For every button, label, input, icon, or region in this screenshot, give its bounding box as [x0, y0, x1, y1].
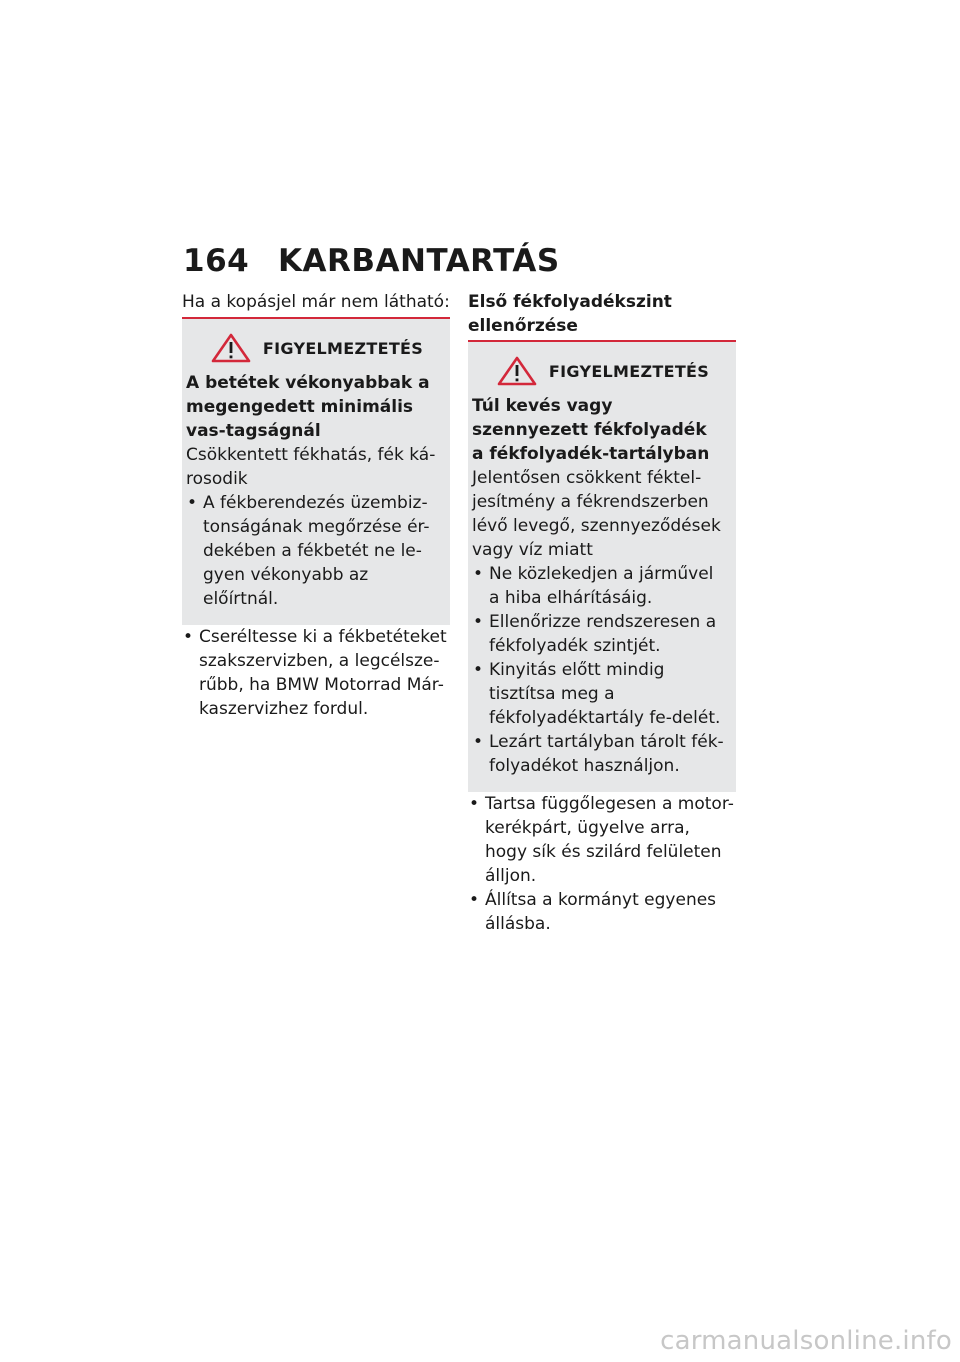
list-item: • Tartsa függőlegesen a motor-kerékpárt, ügyelve arra, hogy sík és szilárd felületen álljon. — [468, 792, 736, 888]
list-item: • Kinyitás előtt mindig tisztítsa meg a fékfolyadéktartály fe-delét. — [472, 658, 724, 730]
right-column — [468, 290, 736, 936]
warning-text: Csökkentett fékhatás, fék ká-rosodik — [186, 445, 436, 489]
list-item: • Állítsa a kormányt egyenes állásba. — [468, 888, 736, 936]
warning-text: Jelentősen csökkent féktel-jesítmény a fékrendszerben lévő levegő, szennyeződések vagy víz miatt — [472, 468, 721, 560]
section-heading: Első fékfolyadékszint ellenőrzése — [468, 292, 672, 336]
warning-triangle-icon — [211, 333, 251, 363]
list-item: • A fékberendezés üzembiz-tonságának megőrzése ér-dekében a fékbetét ne le-gyen vékonyabb az előírtnál. — [186, 491, 438, 611]
chapter-title: KARBANTARTÁS — [278, 243, 560, 279]
warning-triangle-icon — [497, 356, 537, 386]
list-item: • Cseréltesse ki a fékbetéteket szakszervizben, a legcélsze-rűbb, ha BMW Motorrad Már-kaszervizhez fordul. — [182, 625, 450, 721]
page-number: 164 — [183, 243, 250, 279]
page-header — [183, 243, 560, 283]
warning-title: A betétek vékonyabbak a megengedett minimális vas-tagságnál — [186, 373, 430, 441]
warning-label: FIGYELMEZTETÉS — [262, 338, 424, 358]
list-item: • Ellenőrizze rendszeresen a fékfolyadék szintjét. — [472, 610, 724, 658]
instruction-list — [182, 625, 450, 721]
warning-box — [468, 342, 736, 792]
watermark: carmanualsonline.info — [660, 1326, 952, 1356]
list-item: • Ne közlekedjen a járművel a hiba elhárításáig. — [472, 562, 724, 610]
warning-header — [472, 356, 724, 386]
left-column — [182, 290, 450, 721]
warning-header — [186, 333, 438, 363]
warning-list — [472, 562, 724, 778]
warning-label: FIGYELMEZTETÉS — [548, 361, 710, 381]
warning-list — [186, 491, 438, 611]
warning-title: Túl kevés vagy szennyezett fékfolyadék a fékfolyadék-tartályban — [472, 396, 710, 464]
intro-text: Ha a kopásjel már nem látható: — [182, 292, 450, 312]
warning-box — [182, 319, 450, 625]
instruction-list — [468, 792, 736, 936]
list-item: • Lezárt tartályban tárolt fék-folyadékot használjon. — [472, 730, 724, 778]
